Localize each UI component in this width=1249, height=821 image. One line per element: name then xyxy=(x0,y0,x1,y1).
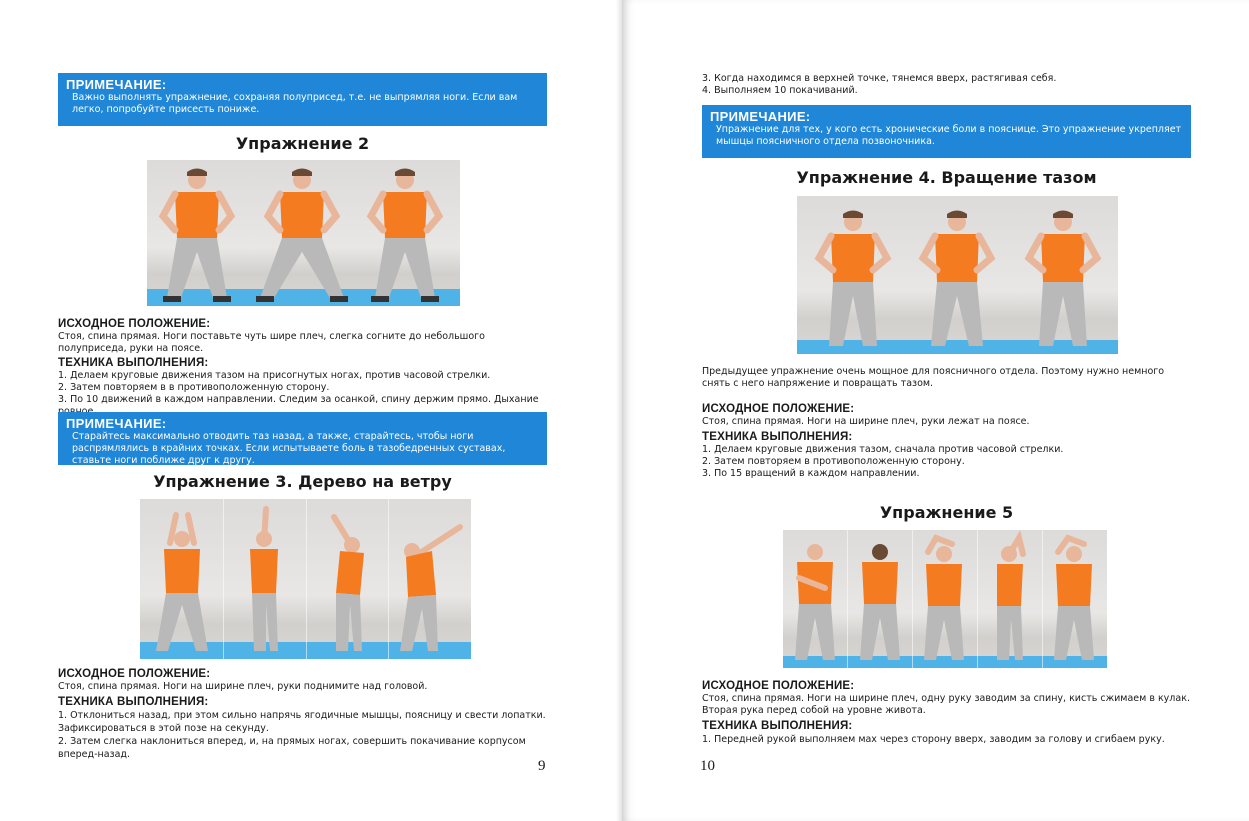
start-position-label: ИСХОДНОЕ ПОЛОЖЕНИЕ: xyxy=(702,680,855,692)
list-item: 3. Когда находимся в верхней точке, тянемся вверх, растягивая себя. xyxy=(702,73,1057,84)
list-item: Зафиксироваться в этой позе на секунду. xyxy=(58,723,269,734)
list-item: 2. Затем повторяем в в противоположенную сторону. xyxy=(58,382,330,393)
exercise-2-photo xyxy=(147,160,460,306)
note-box xyxy=(702,105,1191,158)
start-position-text: Стоя, спина прямая. Ноги поставьте чуть шире плеч, слегка согните до небольшого полуприседа, руки на поясе. xyxy=(58,331,485,354)
list-item: 3. По 10 движений в каждом направлении. Следим за осанкой, спину держим прямо. Дыхание xyxy=(58,394,539,405)
note-box xyxy=(58,412,547,465)
list-item: 2. Затем повторяем в противоположенную сторону. xyxy=(702,456,965,467)
exercise-3-photo xyxy=(140,499,471,659)
list-item: 4. Выполняем 10 покачиваний. xyxy=(702,85,858,96)
exercise-5-title: Упражнение 5 xyxy=(879,503,1014,522)
start-position-label: ИСХОДНОЕ ПОЛОЖЕНИЕ: xyxy=(58,318,211,330)
exercise-2-title: Упражнение 2 xyxy=(235,134,370,153)
figure xyxy=(819,211,887,347)
figure xyxy=(1029,211,1097,347)
figure xyxy=(334,517,364,651)
note-title: ПРИМЕЧАНИЕ: xyxy=(66,416,167,431)
page-right xyxy=(622,0,1249,821)
start-position-label: ИСХОДНОЕ ПОЛОЖЕНИЕ: xyxy=(702,403,855,415)
page-number: 9 xyxy=(538,758,546,774)
exercise-4-photo xyxy=(797,196,1118,354)
start-position-text: Стоя, спина прямая. Ноги на ширине плеч, одну руку заводим за спину, кисть сжимаем в кулак. Вторая рука перед собой на уровне живота. xyxy=(702,693,1190,716)
figure xyxy=(860,544,900,660)
figure xyxy=(997,538,1023,660)
figure xyxy=(156,515,208,651)
exercise-3-title: Упражнение 3. Дерево на ветру xyxy=(153,472,452,491)
technique-label: ТЕХНИКА ВЫПОЛНЕНИЯ: xyxy=(702,431,853,443)
technique-steps xyxy=(58,709,547,761)
start-position-text: Стоя, спина прямая. Ноги на ширине плеч, руки поднимите над головой. xyxy=(58,681,428,692)
exercise-5-photo xyxy=(783,530,1107,668)
note-text: Упражнение для тех, у кого есть хронические боли в пояснице. Это упражнение укрепляет мышцы поясничного отдела позвоночника. xyxy=(716,124,1182,147)
technique-steps xyxy=(702,444,1191,480)
note-text: Старайтесь максимально отводить таз назад, а также, старайтесь, чтобы ноги распрямлялись в крайних точках. Если испытываете боль в тазобедренных суставах, ставьте ноги поближе друг к другу. xyxy=(72,431,506,466)
exercise-4-title: Упражнение 4. Вращение тазом xyxy=(796,168,1097,187)
figures-ex4 xyxy=(797,196,1118,354)
technique-steps xyxy=(58,370,547,418)
technique-steps xyxy=(702,734,1191,746)
figure xyxy=(923,211,991,347)
figure xyxy=(924,538,964,660)
exercise-4-intro: Предыдущее упражнение очень мощное для поясничного отдела. Поэтому нужно немного снять с него напряжение и повращать тазом. xyxy=(702,366,1165,389)
page-left xyxy=(0,0,622,821)
note-title: ПРИМЕЧАНИЕ: xyxy=(66,77,167,92)
note-text: Важно выполнять упражнение, сохраняя полуприсед, т.е. не выпрямляя ноги. Если вам легко, попробуйте присесть пониже. xyxy=(72,92,518,115)
figure xyxy=(795,544,835,660)
technique-label: ТЕХНИКА ВЫПОЛНЕНИЯ: xyxy=(58,696,209,708)
list-item: 1. Передней рукой выполняем мах через сторону вверх, заводим за голову и сгибаем руку. xyxy=(702,734,1165,745)
start-position-text: Стоя, спина прямая. Ноги на ширине плеч, руки лежат на поясе. xyxy=(702,416,1030,427)
note-title: ПРИМЕЧАНИЕ: xyxy=(710,109,811,124)
figures-ex3 xyxy=(140,499,471,659)
figure xyxy=(1054,538,1094,660)
figure xyxy=(400,527,460,651)
figures-ex5 xyxy=(783,530,1107,668)
list-item: 1. Отклониться назад, при этом сильно напрячь ягодичные мышцы, поясницу и свести лопатки. xyxy=(58,710,546,721)
list-item: 3. По 15 вращений в каждом направлении. xyxy=(702,468,920,479)
figure xyxy=(250,509,278,651)
figures-ex2 xyxy=(147,160,460,306)
list-item: 2. Затем слегка наклониться вперед, и, на прямых ногах, совершить покачивание корпусом вперед-назад. xyxy=(58,736,526,760)
figure xyxy=(163,169,231,303)
list-item: 1. Делаем круговые движения тазом, сначала против часовой стрелки. xyxy=(702,444,1064,455)
figure xyxy=(256,169,348,303)
start-position-label: ИСХОДНОЕ ПОЛОЖЕНИЕ: xyxy=(58,668,211,680)
continued-steps xyxy=(702,73,1191,97)
figure xyxy=(371,169,439,303)
note-box xyxy=(58,73,547,126)
technique-label: ТЕХНИКА ВЫПОЛНЕНИЯ: xyxy=(702,720,853,732)
page-number: 10 xyxy=(700,758,715,774)
list-item: 1. Делаем круговые движения тазом на присогнутых ногах, против часовой стрелки. xyxy=(58,370,491,381)
technique-label: ТЕХНИКА ВЫПОЛНЕНИЯ: xyxy=(58,357,209,369)
